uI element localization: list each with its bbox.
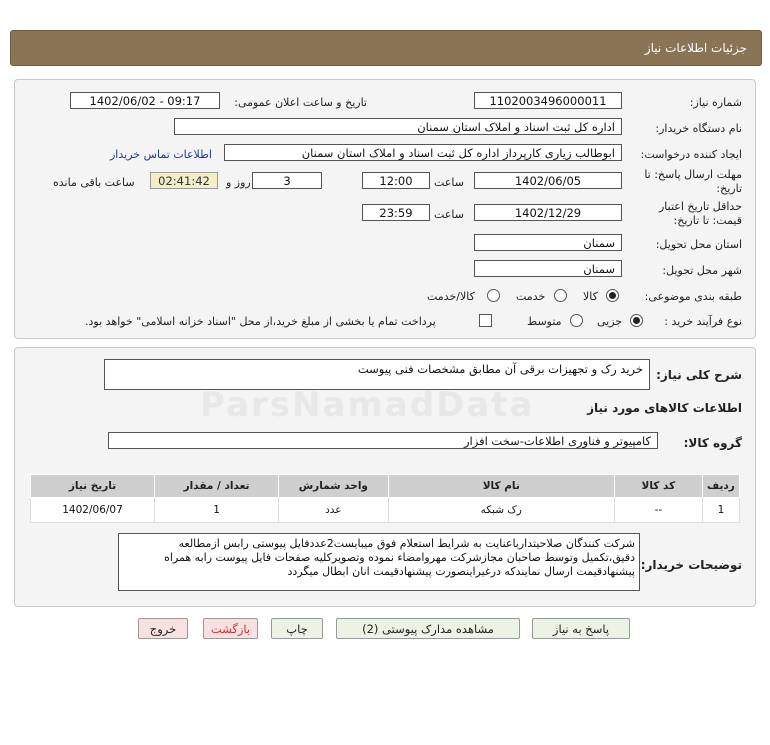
treasury-payment-note: پرداخت تمام یا بخشی از مبلغ خرید،از محل "اسناد خزانه اسلامی" خواهد بود. <box>85 315 436 328</box>
purchase-type-label: نوع فرآیند خرید : <box>664 315 742 328</box>
reply-button[interactable]: پاسخ به نیاز <box>532 618 630 639</box>
validity-date-field: 1402/12/29 <box>474 204 622 221</box>
cell-unit: عدد <box>279 498 389 523</box>
watermark: ParsNamadData <box>200 385 535 425</box>
buyer-notes-label: توضیحات خریدار: <box>640 558 742 572</box>
buyer-org-label: نام دستگاه خریدار: <box>655 122 742 135</box>
category-goods-service-radio[interactable] <box>487 289 500 302</box>
reply-time-field: 12:00 <box>362 172 430 189</box>
buyer-org-field: اداره کل ثبت اسناد و املاک استان سمنان <box>174 118 622 135</box>
purchase-medium-label: متوسط <box>527 315 562 328</box>
col-date: تاریخ نیاز <box>31 475 155 498</box>
col-name: نام کالا <box>388 475 614 498</box>
creator-label: ایجاد کننده درخواست: <box>640 148 742 161</box>
reply-deadline-label-2: تاریخ: <box>716 182 742 195</box>
back-button[interactable] <box>203 618 258 639</box>
reply-time-label: ساعت <box>434 176 464 189</box>
category-goods-service-label: کالا/خدمت <box>427 290 475 303</box>
page-title: جزئیات اطلاعات نیاز <box>644 41 747 55</box>
treasury-payment-checkbox[interactable] <box>479 314 492 327</box>
print-button[interactable]: چاپ <box>271 618 323 639</box>
exit-button[interactable]: خروج <box>138 618 188 639</box>
purchase-minor-radio[interactable] <box>630 314 643 327</box>
cell-qty: 1 <box>155 498 279 523</box>
category-service-label: خدمت <box>516 290 546 303</box>
goods-group-field: کامپیوتر و فناوری اطلاعات-سخت افزار <box>108 432 658 449</box>
col-row: ردیف <box>702 475 739 498</box>
delivery-province-field: سمنان <box>474 234 622 251</box>
validity-time-label: ساعت <box>434 208 464 221</box>
col-qty: تعداد / مقدار <box>155 475 279 498</box>
reply-date-field: 1402/06/05 <box>474 172 622 189</box>
summary-label: شرح کلی نیاز: <box>656 368 742 382</box>
purchase-medium-radio[interactable] <box>570 314 583 327</box>
table-header-row <box>31 475 740 498</box>
category-goods-label: کالا <box>583 290 598 303</box>
col-code: کد کالا <box>614 475 702 498</box>
remaining-time-label: ساعت باقی مانده <box>53 176 135 189</box>
goods-info-heading: اطلاعات کالاهای مورد نیاز <box>587 401 742 415</box>
view-docs-button[interactable]: مشاهده مدارک پیوستی (2) <box>336 618 520 639</box>
buyer-notes-field: شرکت کنندگان صلاحیتدارباعنایت به شرایط استعلام فوق میبایست2عددفایل پیوستی رابس ازمطالعه دقیق،تکمیل وتوسط صاحبان مجازشرکت مهروامضاء نموده وتصویرکلیه صفحات فایل پیوست رابه همراه پیشنهادقیمت ارسال نمایندکه درغیراینصورت پیشنهادقیمت انان ابطال میگردد <box>118 533 640 591</box>
validity-time-field: 23:59 <box>362 204 430 221</box>
page-header <box>10 30 762 66</box>
delivery-city-label: شهر محل تحویل: <box>662 264 742 277</box>
need-number-label: شماره نیاز: <box>689 96 742 109</box>
creator-field: ابوطالب زیاری کارپرداز اداره کل ثبت اسناد و املاک استان سمنان <box>224 144 622 161</box>
cell-code: -- <box>614 498 702 523</box>
goods-table <box>30 474 740 523</box>
days-field: 3 <box>252 172 322 189</box>
delivery-city-field: سمنان <box>474 260 622 277</box>
cell-name: رک شبکه <box>388 498 614 523</box>
days-label: روز و <box>226 176 251 189</box>
need-number-field: 1102003496000011 <box>474 92 622 109</box>
remaining-time-field: 02:41:42 <box>150 172 218 189</box>
category-service-radio[interactable] <box>554 289 567 302</box>
category-goods-radio[interactable] <box>606 289 619 302</box>
price-validity-label-2: قیمت: تا تاریخ: <box>673 214 742 227</box>
category-label: طبقه بندی موضوعی: <box>644 290 742 303</box>
table-row <box>31 498 740 523</box>
back-button-label: بازگشت <box>210 622 251 636</box>
summary-field: خرید رک و تجهیزات برقی آن مطابق مشخصات فنی پیوست <box>104 359 650 390</box>
announce-label: تاریخ و ساعت اعلان عمومی: <box>234 96 367 109</box>
announce-field: 1402/06/02 - 09:17 <box>70 92 220 109</box>
purchase-minor-label: جزیی <box>597 315 623 328</box>
contact-buyer-link[interactable]: اطلاعات تماس خریدار <box>110 148 212 161</box>
delivery-province-label: استان محل تحویل: <box>655 238 742 251</box>
cell-row: 1 <box>702 498 739 523</box>
col-unit: واحد شمارش <box>279 475 389 498</box>
goods-group-label: گروه کالا: <box>683 436 742 450</box>
price-validity-label: حداقل تاریخ اعتبار <box>658 200 742 213</box>
reply-deadline-label: مهلت ارسال پاسخ: تا <box>644 168 742 181</box>
cell-date: 1402/06/07 <box>31 498 155 523</box>
